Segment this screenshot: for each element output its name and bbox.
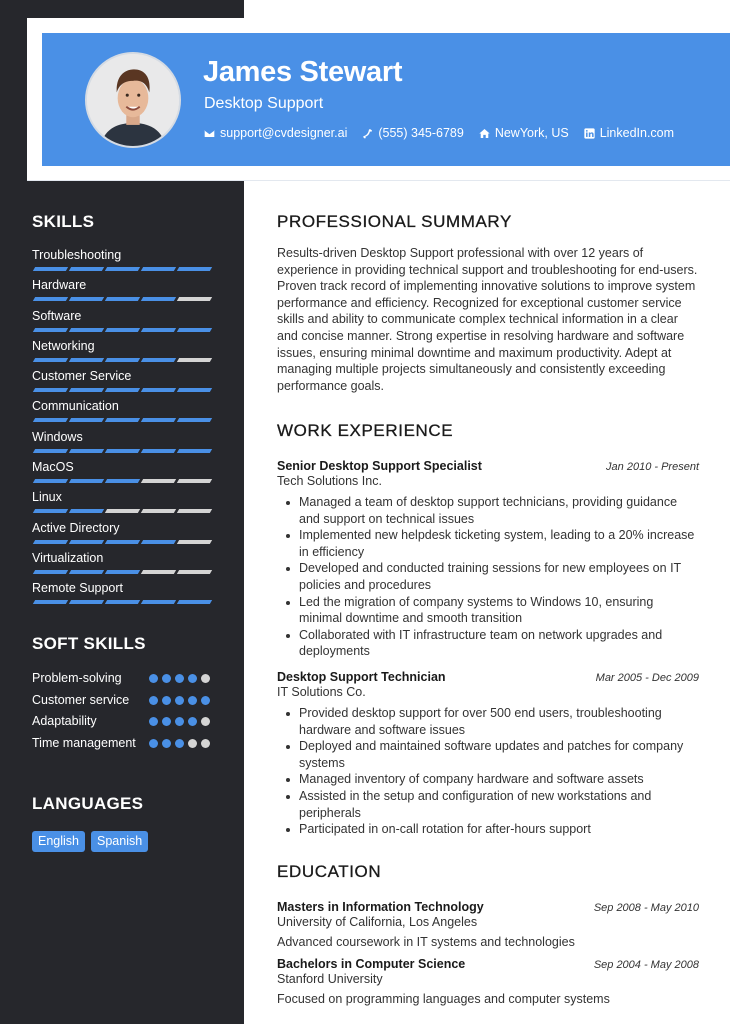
education-entry: [277, 900, 699, 949]
rating-dot-filled: [175, 696, 184, 705]
job-company: Tech Solutions Inc.: [277, 474, 382, 488]
education-header: [277, 957, 699, 971]
contact-phone[interactable]: [362, 126, 463, 140]
rating-segment-filled: [177, 267, 212, 271]
rating-segment-filled: [141, 328, 176, 332]
rating-segment-filled: [177, 600, 212, 604]
soft-skill-label: Problem-solving: [32, 671, 122, 685]
experience-title: WORK EXPERIENCE: [277, 421, 454, 440]
rating-segment-empty: [177, 509, 212, 513]
rating-segment-filled: [33, 570, 68, 574]
rating-segment-filled: [141, 418, 176, 422]
rating-segment-filled: [69, 449, 104, 453]
soft-skill-item: [32, 713, 222, 730]
rating-segment-filled: [33, 388, 68, 392]
rating-segment-empty: [141, 570, 176, 574]
languages-section: [32, 794, 222, 852]
skill-item: [32, 309, 222, 339]
job-bullet: Collaborated with IT infrastructure team on network upgrades and deployments: [299, 627, 699, 660]
rating-dot-filled: [149, 696, 158, 705]
rating-dot-filled: [175, 739, 184, 748]
skill-item: [32, 278, 222, 308]
job-bullet: Managed inventory of company hardware and software assets: [299, 771, 699, 788]
rating-segment-empty: [141, 479, 176, 483]
job-date: Jan 2010 - Present: [606, 461, 699, 473]
soft-skill-item: [32, 670, 222, 687]
rating-dot-filled: [162, 674, 171, 683]
skill-item: [32, 490, 222, 520]
rating-segment-filled: [69, 570, 104, 574]
soft-skill-rating: [149, 739, 210, 748]
summary-section: [277, 212, 699, 394]
candidate-name: James Stewart: [203, 56, 403, 88]
rating-segment-filled: [105, 540, 140, 544]
rating-segment-filled: [177, 449, 212, 453]
job-title: Senior Desktop Support Specialist: [277, 459, 482, 473]
skill-rating-bar: [32, 267, 222, 271]
skills-list: [32, 248, 222, 612]
language-badge: English: [32, 831, 85, 852]
skill-item: [32, 248, 222, 278]
soft-skill-label: Customer service: [32, 692, 130, 707]
contact-email-text: support@cvdesigner.ai: [220, 126, 348, 140]
rating-segment-filled: [33, 328, 68, 332]
rating-segment-filled: [69, 509, 104, 513]
job-list: [277, 459, 699, 838]
skill-label: Remote Support: [32, 581, 124, 596]
education-entry: [277, 957, 699, 1006]
profile-photo: [87, 54, 179, 146]
soft-skill-rating: [149, 717, 210, 726]
rating-dot-filled: [149, 717, 158, 726]
education-description: Focused on programming languages and computer systems: [277, 992, 610, 1006]
job-bullet: Assisted in the setup and configuration of new workstations and peripherals: [299, 788, 699, 821]
rating-segment-empty: [177, 540, 212, 544]
education-school: University of California, Los Angeles: [277, 915, 478, 929]
rating-segment-empty: [177, 297, 212, 301]
skill-rating-bar: [32, 570, 222, 574]
skill-item: [32, 521, 222, 551]
language-badge: Spanish: [91, 831, 148, 852]
contact-location: [479, 126, 569, 140]
skill-label: MacOS: [32, 460, 74, 475]
envelope-icon: [204, 128, 215, 139]
skill-rating-bar: [32, 297, 222, 301]
rating-dot-filled: [188, 717, 197, 726]
skill-label: Hardware: [32, 278, 87, 293]
rating-dot-filled: [175, 717, 184, 726]
skill-label: Software: [32, 308, 82, 323]
rating-segment-filled: [69, 267, 104, 271]
rating-segment-filled: [141, 449, 176, 453]
rating-segment-filled: [141, 297, 176, 301]
skill-item: [32, 399, 222, 429]
rating-segment-filled: [105, 388, 140, 392]
skills-section: [32, 212, 222, 612]
job-date: Mar 2005 - Dec 2009: [595, 671, 699, 684]
rating-segment-filled: [105, 267, 140, 271]
rating-segment-filled: [141, 600, 176, 604]
education-degree: Bachelors in Computer Science: [277, 957, 466, 971]
skill-rating-bar: [32, 540, 222, 544]
skill-item: [32, 581, 222, 611]
rating-segment-filled: [69, 600, 104, 604]
rating-segment-filled: [105, 358, 140, 362]
rating-segment-filled: [69, 540, 104, 544]
rating-segment-empty: [177, 358, 212, 362]
education-date: Sep 2008 - May 2010: [593, 902, 699, 914]
rating-dot-empty: [201, 674, 210, 683]
skill-item: [32, 369, 222, 399]
skill-item: [32, 430, 222, 460]
job-entry: [277, 459, 699, 660]
rating-segment-filled: [33, 267, 68, 271]
rating-segment-filled: [69, 479, 104, 483]
rating-segment-filled: [177, 388, 212, 392]
contact-linkedin[interactable]: [584, 126, 674, 140]
education-header: [277, 900, 699, 914]
skill-item: [32, 551, 222, 581]
experience-section: [277, 421, 699, 838]
rating-segment-filled: [105, 449, 140, 453]
contact-phone-text: (555) 345-6789: [378, 126, 464, 140]
rating-segment-empty: [177, 479, 212, 483]
contact-email[interactable]: [204, 126, 347, 140]
rating-segment-filled: [69, 297, 104, 301]
rating-segment-filled: [69, 358, 104, 362]
job-header: [277, 670, 699, 684]
rating-dot-filled: [162, 717, 171, 726]
linkedin-icon: [584, 128, 595, 139]
skill-rating-bar: [32, 328, 222, 332]
rating-segment-empty: [141, 509, 176, 513]
rating-segment-filled: [177, 328, 212, 332]
phone-icon: [362, 128, 373, 139]
skill-label: Virtualization: [32, 550, 104, 565]
rating-dot-filled: [149, 674, 158, 683]
job-bullet: Participated in on-call rotation for after-hours support: [299, 821, 699, 838]
skill-rating-bar: [32, 388, 222, 392]
job-bullets: [277, 705, 699, 838]
rating-segment-empty: [105, 509, 140, 513]
rating-segment-filled: [105, 570, 140, 574]
contact-linkedin-text: LinkedIn.com: [599, 126, 675, 140]
rating-dot-filled: [175, 674, 184, 683]
skill-rating-bar: [32, 358, 222, 362]
rating-segment-filled: [69, 328, 104, 332]
job-company: IT Solutions Co.: [277, 684, 366, 699]
job-bullet: Managed a team of desktop support technicians, providing guidance and support on technical issues: [299, 494, 699, 527]
languages-list: [32, 831, 222, 852]
home-icon: [479, 128, 490, 139]
rating-dot-filled: [188, 674, 197, 683]
rating-segment-filled: [105, 600, 140, 604]
soft-skill-label: Adaptability: [32, 714, 97, 728]
soft-skills-list: [32, 670, 222, 751]
rating-segment-filled: [105, 479, 140, 483]
education-description: Advanced coursework in IT systems and technologies: [277, 935, 575, 949]
skill-item: [32, 460, 222, 490]
skill-rating-bar: [32, 418, 222, 422]
rating-dot-filled: [162, 739, 171, 748]
contact-list: [204, 126, 674, 140]
rating-segment-filled: [141, 267, 176, 271]
soft-skills-section: [32, 634, 222, 756]
rating-dot-filled: [188, 696, 197, 705]
rating-segment-filled: [141, 540, 176, 544]
job-entry: [277, 670, 699, 838]
job-bullet: Developed and conducted training sessions for new employees on IT policies and procedures: [299, 560, 699, 593]
skill-label: Communication: [32, 399, 119, 414]
rating-segment-filled: [141, 358, 176, 362]
job-title: Desktop Support Technician: [277, 669, 446, 684]
rating-segment-filled: [33, 509, 68, 513]
soft-skill-item: [32, 692, 222, 709]
rating-dot-filled: [201, 696, 210, 705]
skill-rating-bar: [32, 509, 222, 513]
skill-rating-bar: [32, 449, 222, 453]
job-bullet: Deployed and maintained software updates and patches for company systems: [299, 738, 699, 771]
rating-segment-filled: [177, 418, 212, 422]
education-school: Stanford University: [277, 972, 383, 986]
soft-skill-rating: [149, 696, 210, 705]
job-bullet: Led the migration of company systems to Windows 10, ensuring minimal downtime and smooth transition: [299, 594, 699, 627]
education-degree: Masters in Information Technology: [277, 900, 484, 914]
education-title: EDUCATION: [277, 862, 382, 881]
rating-segment-filled: [33, 297, 68, 301]
job-bullet: Provided desktop support for over 500 end users, troubleshooting hardware and software issues: [299, 705, 699, 738]
soft-skills-title: SOFT SKILLS: [32, 634, 146, 653]
rating-dot-filled: [149, 739, 158, 748]
summary-title: PROFESSIONAL SUMMARY: [277, 212, 512, 231]
skill-label: Networking: [32, 338, 95, 353]
rating-dot-empty: [201, 739, 210, 748]
rating-segment-filled: [33, 540, 68, 544]
soft-skill-label: Time management: [32, 735, 136, 750]
candidate-role: Desktop Support: [204, 95, 324, 112]
rating-segment-filled: [105, 297, 140, 301]
skill-rating-bar: [32, 600, 222, 604]
languages-title: LANGUAGES: [32, 794, 144, 813]
job-header: [277, 459, 699, 473]
summary-text: Results-driven Desktop Support professional with over 12 years of experience in providing technical support and troubleshooting for end-users. Proven track record of implementing innovative solutions to improve system performance and efficiency. Recognized for exceptional customer service skills and ability to communicate complex technical information in a clear and concise manner. Strong expertise in resolving hardware and software issues, ensuring minimal downtime and maximum productivity. Adept at managing multiple projects simultaneously and consistently exceeding performance goals.: [277, 246, 698, 393]
skill-rating-bar: [32, 479, 222, 483]
rating-segment-filled: [69, 418, 104, 422]
rating-segment-filled: [33, 600, 68, 604]
rating-dot-empty: [201, 717, 210, 726]
rating-dot-empty: [188, 739, 197, 748]
education-section: [277, 862, 699, 1006]
skill-item: [32, 339, 222, 369]
education-date: Sep 2004 - May 2008: [593, 959, 699, 971]
contact-location-text: NewYork, US: [494, 126, 569, 140]
skill-label: Customer Service: [32, 369, 132, 384]
rating-segment-filled: [33, 418, 68, 422]
skill-label: Active Directory: [32, 520, 120, 535]
skill-label: Linux: [32, 490, 62, 505]
job-bullet: Implemented new helpdesk ticketing system, leading to a 20% increase in efficiency: [299, 527, 699, 560]
rating-segment-empty: [177, 570, 212, 574]
soft-skill-item: [32, 735, 222, 752]
job-bullets: [277, 494, 699, 660]
rating-segment-filled: [141, 388, 176, 392]
rating-segment-filled: [33, 449, 68, 453]
rating-segment-filled: [33, 358, 68, 362]
skill-label: Windows: [32, 429, 83, 444]
rating-segment-filled: [33, 479, 68, 483]
rating-segment-filled: [105, 328, 140, 332]
education-list: [277, 900, 699, 1006]
rating-segment-filled: [69, 388, 104, 392]
rating-dot-filled: [162, 696, 171, 705]
soft-skill-rating: [149, 674, 210, 683]
rating-segment-filled: [105, 418, 140, 422]
avatar: [85, 52, 181, 148]
skills-title: SKILLS: [32, 212, 95, 231]
skill-label: Troubleshooting: [32, 248, 122, 262]
